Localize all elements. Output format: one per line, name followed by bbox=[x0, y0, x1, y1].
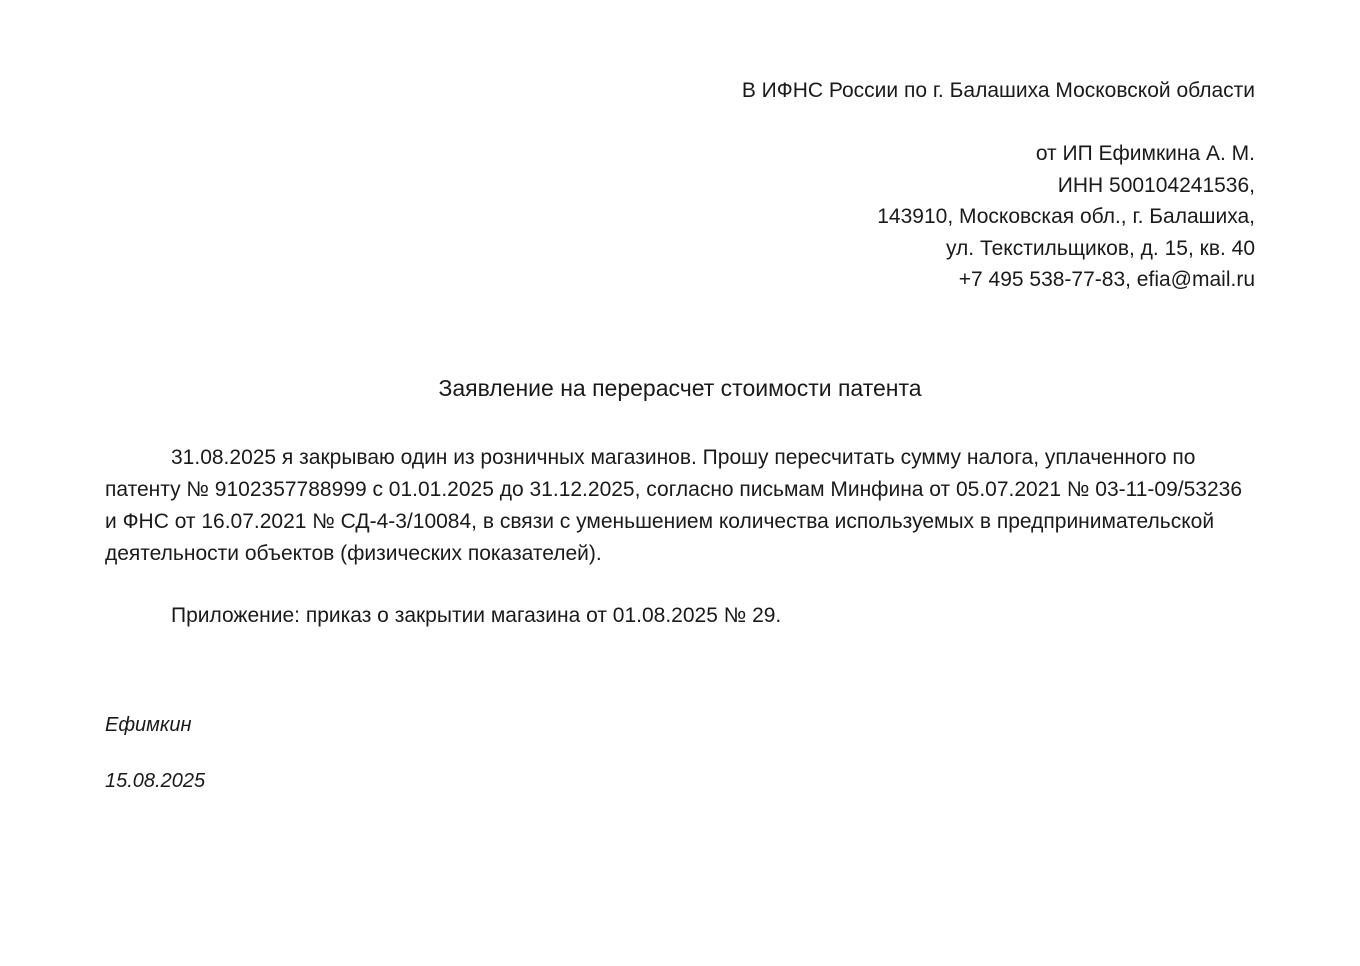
sender-address-line-1: 143910, Московская обл., г. Балашиха, bbox=[877, 205, 1255, 229]
sender-address-line-2: ул. Текстильщиков, д. 15, кв. 40 bbox=[945, 236, 1255, 260]
signature-name: Ефимкин bbox=[105, 713, 192, 736]
sender-block bbox=[105, 138, 1255, 296]
body-paragraph: 31.08.2025 я закрываю один из розничных магазинов. Прошу пересчитать сумму налога, уплаченного по патенту № 9102357788999 с 01.01.2025 до 31.12.2025, согласно письмам Минфина от 05.07.2021 № 03-11-09/53236 и ФНС от 16.07.2021 № СД-4-3/10084, в связи с уменьшением количества используемых в предпринимательской деятельности объектов (физических показателей). bbox=[105, 446, 1243, 565]
sender-contacts: +7 495 538-77-83, efia@mail.ru bbox=[958, 268, 1255, 292]
body-text bbox=[105, 442, 1255, 570]
sender-inn: ИНН 500104241536, bbox=[1057, 173, 1255, 197]
document-page bbox=[0, 76, 1360, 966]
appendix-paragraph: Приложение: приказ о закрытии магазина от 01.08.2025 № 29. bbox=[171, 603, 782, 627]
signature-date: 15.08.2025 bbox=[105, 769, 206, 792]
sender-name: от ИП Ефимкина А. М. bbox=[1035, 142, 1255, 166]
addressee-line: В ИФНС России по г. Балашиха Московской области bbox=[741, 79, 1255, 102]
page-title: Заявление на перерасчет стоимости патента bbox=[438, 374, 922, 401]
